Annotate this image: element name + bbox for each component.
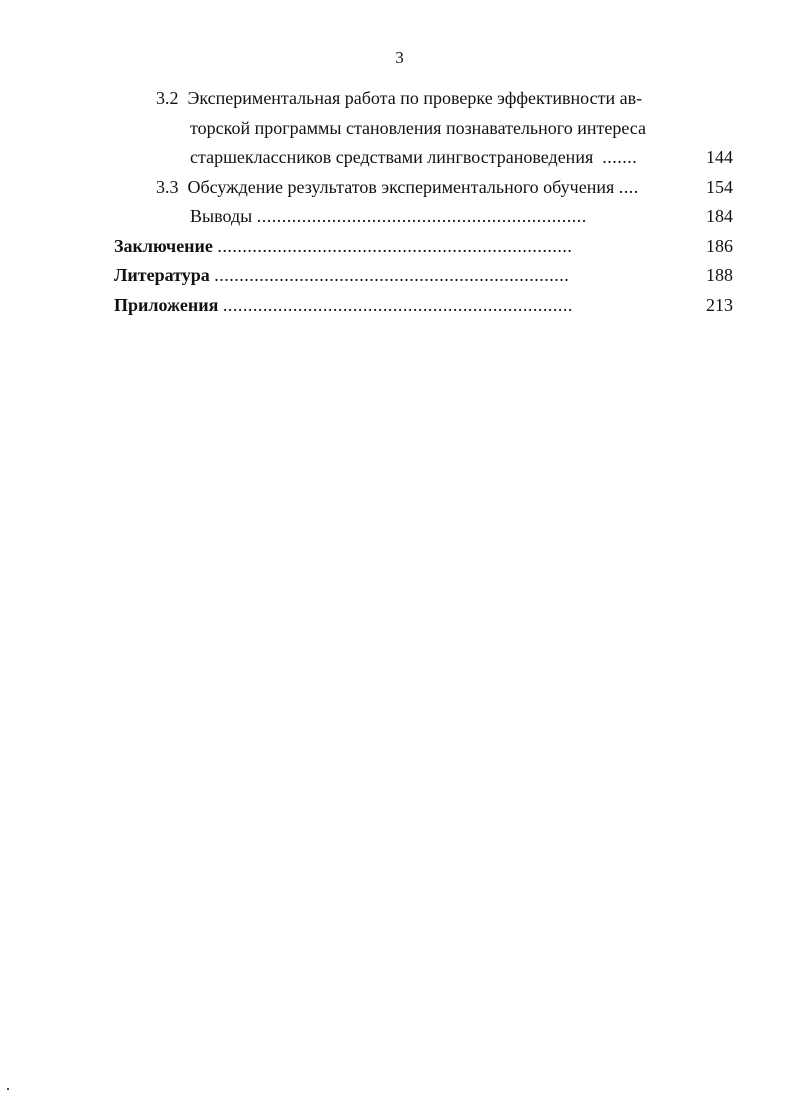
toc-3-3-title: Обсуждение результатов экспериментального обучения xyxy=(187,177,615,197)
toc-conclusions-line xyxy=(190,205,587,227)
toc-3-3-number: 3.3 xyxy=(156,177,179,197)
toc-3-2-title-line-3: старшеклассников средствами лингвострановедения xyxy=(190,147,594,167)
toc-3-2-title-line-1: Экспериментальная работа по проверке эффективности ав- xyxy=(187,88,643,108)
toc-zaklyuchenie-title: Заключение xyxy=(114,236,213,256)
toc-3-2-line-1 xyxy=(156,87,642,109)
toc-literatura-leader-dots: ....................................................................... xyxy=(214,265,570,285)
page-number: 3 xyxy=(395,48,404,67)
toc-prilozheniya-leader-dots: ...................................................................... xyxy=(222,295,573,315)
toc-prilozheniya-line xyxy=(114,294,573,316)
toc-3-2-line-3 xyxy=(190,146,637,168)
toc-literatura-title: Литература xyxy=(114,265,210,285)
toc-3-3-page: 154 xyxy=(706,177,733,197)
toc-conclusions-leader-dots: .................................................................. xyxy=(256,206,587,226)
toc-3-3-line xyxy=(156,176,639,198)
toc-3-3-leader-dots: .... xyxy=(618,177,639,197)
toc-prilozheniya-title: Приложения xyxy=(114,295,219,315)
toc-conclusions-page: 184 xyxy=(706,206,733,226)
toc-3-2-number: 3.2 xyxy=(156,88,179,108)
toc-3-2-leader-dots: ....... xyxy=(602,147,638,167)
toc-zaklyuchenie-page: 186 xyxy=(706,236,733,256)
toc-3-2-line-2: торской программы становления познавательного интереса xyxy=(190,118,646,138)
toc-literatura-page: 188 xyxy=(706,265,733,285)
toc-zaklyuchenie-leader-dots: ....................................................................... xyxy=(217,236,573,256)
scan-speck xyxy=(7,1088,9,1090)
toc-conclusions-title: Выводы xyxy=(190,206,253,226)
toc-prilozheniya-page: 213 xyxy=(706,295,733,315)
toc-3-2-page: 144 xyxy=(706,147,733,167)
toc-literatura-line xyxy=(114,264,569,286)
toc-zaklyuchenie-line xyxy=(114,235,572,257)
